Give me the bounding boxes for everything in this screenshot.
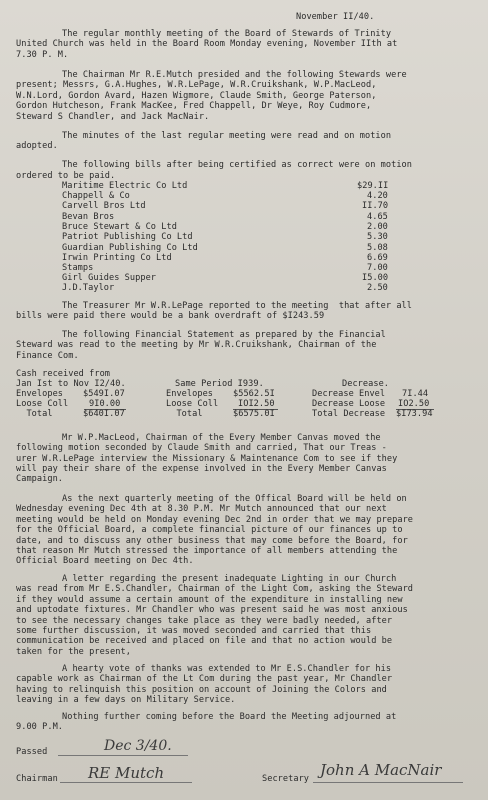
- chairman-label: Chairman: [16, 774, 58, 784]
- secretary-label: Secretary: [262, 774, 310, 784]
- statement-decrease-heading: Decrease.: [342, 379, 390, 389]
- attendance-line: Steward S Chandler, and Jack MacNair.: [16, 112, 210, 122]
- statement-period-previous: Same Period I939.: [175, 379, 264, 389]
- statement-amount: IOI2.50: [238, 399, 275, 409]
- bill-amount: 7.00: [367, 263, 388, 273]
- lighting-line: and uptodate fixtures. Mr Chandler who was present said he was most anxious: [16, 605, 408, 615]
- statement-amount: $549I.07: [83, 389, 125, 399]
- statement-amount: $5562.5I: [233, 389, 275, 399]
- bill-amount: 2.00: [367, 222, 388, 232]
- bill-amount: 6.69: [367, 253, 388, 263]
- bill-amount: I5.00: [362, 273, 389, 283]
- secretary-line: [313, 782, 463, 783]
- macleod-line: Mr W.P.MacLeod, Chairman of the Every Member Canvas moved the: [62, 433, 381, 443]
- statement-label: Envelopes: [16, 389, 64, 399]
- official-board-line: Wednesday evening Dec 4th at 8.30 P.M. Mr Mutch announced that our next: [16, 504, 387, 514]
- official-board-line: for the Official Board, a complete financial picture of our finances up to: [16, 525, 403, 535]
- bill-name: Patriot Publishing Co Ltd: [62, 232, 193, 242]
- thanks-line: capable work as Chairman of the Lt Com during the past year, Mr Chandler: [16, 674, 393, 684]
- statement-label: Loose Coll: [166, 399, 219, 409]
- treasurer-line: bills were paid there would be a bank overdraft of $I243.59: [16, 311, 325, 321]
- bill-amount: 5.08: [367, 243, 388, 253]
- financial-intro-line: Finance Com.: [16, 351, 79, 361]
- bill-name: Bruce Stewart & Co Ltd: [62, 222, 177, 232]
- statement-label: Total: [16, 409, 53, 419]
- statement-heading: Cash received from: [16, 369, 111, 379]
- statement-amount: 9I0.00: [89, 399, 121, 409]
- bills-intro-line: ordered to be paid.: [16, 171, 116, 181]
- lighting-line: communication be received and placed on file and that no action would be: [16, 636, 393, 646]
- attendance-line: The Chairman Mr R.E.Mutch presided and the following Stewards were: [62, 70, 407, 80]
- statement-amount: $640I.07: [83, 409, 125, 419]
- attendance-line: W.N.Lord, Gordon Avard, Hazen Wigmore, Claude Smith, George Paterson,: [16, 91, 377, 101]
- financial-intro-line: Steward was read to the meeting by Mr W.R.Cruikshank, Chairman of the: [16, 340, 377, 350]
- financial-intro-line: The following Financial Statement as prepared by the Financial: [62, 330, 386, 340]
- statement-amount: $6575.0I: [233, 409, 275, 419]
- intro-line: 7.30 P. M.: [16, 50, 69, 60]
- bill-name: Stamps: [62, 263, 94, 273]
- attendance-line: Gordon Hutcheson, Frank MacKee, Fred Chappell, Dr Weye, Roy Cudmore,: [16, 101, 372, 111]
- statement-amount: IO2.50: [398, 399, 430, 409]
- bills-intro-line: The following bills after being certified as correct were on motion: [62, 160, 412, 170]
- lighting-line: to see the necessary changes take place as they were badly needed, after: [16, 616, 393, 626]
- bill-amount: 4.65: [367, 212, 388, 222]
- official-board-line: As the next quarterly meeting of the Offical Board will be held on: [62, 494, 407, 504]
- lighting-line: taken for the present,: [16, 647, 131, 657]
- bill-amount: II.70: [362, 201, 389, 211]
- bill-amount: 4.20: [367, 191, 388, 201]
- statement-period-current: Jan Ist to Nov I2/40.: [16, 379, 126, 389]
- statement-label: Decrease Loose: [312, 399, 386, 409]
- statement-amount: $I73.94: [396, 409, 433, 419]
- passed-label: Passed: [16, 747, 48, 757]
- passed-date-handwritten: Dec 3/40.: [104, 738, 172, 754]
- bill-name: Chappell & Co: [62, 191, 130, 201]
- minutes-line: adopted.: [16, 141, 58, 151]
- official-board-line: meeting would be held on Monday evening Dec 2nd in order that we may prepare: [16, 515, 414, 525]
- bill-name: Irwin Printing Co Ltd: [62, 253, 172, 263]
- bill-name: Guardian Publishing Co Ltd: [62, 243, 198, 253]
- statement-label: Decrease Envel: [312, 389, 386, 399]
- adjourn-line: 9.00 P.M.: [16, 722, 64, 732]
- intro-line: The regular monthly meeting of the Board of Stewards of Trinity: [62, 29, 392, 39]
- statement-label: Envelopes: [166, 389, 214, 399]
- treasurer-line: The Treasurer Mr W.R.LePage reported to the meeting that after all: [62, 301, 412, 311]
- passed-line: [58, 755, 188, 756]
- bill-name: Maritime Electric Co Ltd: [62, 181, 188, 191]
- macleod-line: will pay their share of the expense involved in the Every Member Canvas: [16, 464, 387, 474]
- lighting-line: some further discussion, it was moved seconded and carried that this: [16, 626, 372, 636]
- official-board-line: that reason Mr Mutch stressed the importance of all members attending the: [16, 546, 398, 556]
- statement-amount: 7I.44: [402, 389, 429, 399]
- thanks-line: having to relinquish this position on account of Joining the Colors and: [16, 685, 387, 695]
- bill-amount: 5.30: [367, 232, 388, 242]
- lighting-line: if they would assume a certain amount of the expenditure in installing new: [16, 595, 403, 605]
- statement-label: Loose Coll: [16, 399, 69, 409]
- official-board-line: Official Board meeting on Dec 4th.: [16, 556, 194, 566]
- bill-name: Girl Guides Supper: [62, 273, 157, 283]
- bill-amount: $29.II: [357, 181, 389, 191]
- lighting-line: was read from Mr E.S.Chandler, Chairman of the Light Com, asking the Steward: [16, 584, 414, 594]
- chairman-signature: RE Mutch: [88, 764, 165, 782]
- minutes-line: The minutes of the last regular meeting were read and on motion: [62, 131, 392, 141]
- statement-label: Total Decrease: [312, 409, 386, 419]
- macleod-line: urer W.R.LePage interview the Missionary & Maintenance Com to see if they: [16, 454, 398, 464]
- thanks-line: leaving in a few days on Military Service.: [16, 695, 236, 705]
- statement-label: Total: [166, 409, 203, 419]
- adjourn-line: Nothing further coming before the Board the Meeting adjourned at: [62, 712, 397, 722]
- bill-name: J.D.Taylor: [62, 283, 115, 293]
- lighting-line: A letter regarding the present inadequate Lighting in our Church: [62, 574, 397, 584]
- intro-line: United Church was held in the Board Room Monday evening, November IIth at: [16, 39, 398, 49]
- attendance-line: present; Messrs, G.A.Hughes, W.R.LePage, W.R.Cruikshank, W.P.MacLeod,: [16, 80, 377, 90]
- chairman-line: [60, 782, 192, 783]
- secretary-signature: John A MacNair: [320, 761, 442, 779]
- macleod-line: following motion seconded by Claude Smith and carried, That our Treas -: [16, 443, 387, 453]
- macleod-line: Campaign.: [16, 474, 64, 484]
- bill-amount: 2.50: [367, 283, 388, 293]
- meeting-date: November II/40.: [296, 12, 375, 22]
- thanks-line: A hearty vote of thanks was extended to Mr E.S.Chandler for his: [62, 664, 392, 674]
- bill-name: Bevan Bros: [62, 212, 115, 222]
- official-board-line: date, and to discuss any other business that may come before the Board, for: [16, 536, 408, 546]
- bill-name: Carvell Bros Ltd: [62, 201, 146, 211]
